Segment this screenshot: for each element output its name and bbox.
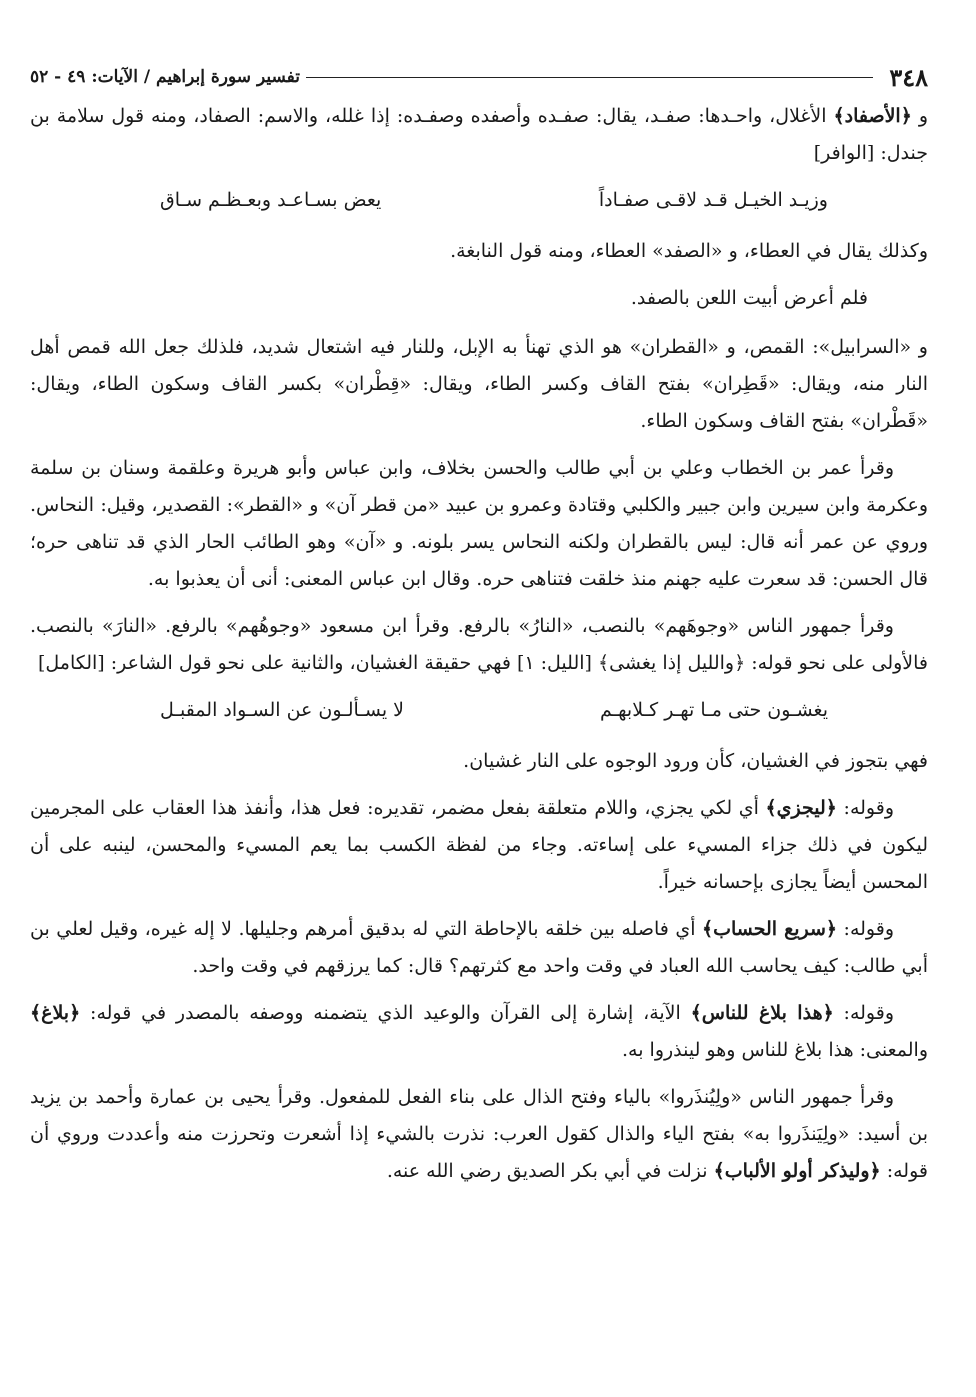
text-run: وقوله: <box>836 797 894 819</box>
quran-quote: ﴿هذا بلاغ للناس﴾ <box>690 1002 834 1024</box>
paragraph <box>30 995 928 1069</box>
verse-first-hemistich: يغشـون حتى مـا تهـر كـلابهـم <box>599 699 828 721</box>
verse-second-hemistich: لا يسـألـون عن السـواد المقبـل <box>160 699 405 721</box>
text-run: وقرأ عمر بن الخطاب وعلي بن أبي طالب والحسن بخلاف، وابن عباس وأبو هريرة وعلقمة وسنان بن سلمة وعكرمة وابن سيرين وابن جبير والكلبي وقتادة وعمرو بن عبيد «من قطر آن» و «القطر»: القصدير، وقيل: النحاس. وروي عن عمر أنه قال: ليس بالقطران ولكنه النحاس يسر بلونه. و «آن» وهو الطائب الحار الذي قد تناهى حره؛ قال الحسن: قد سعرت عليه جهنم منذ خلقت فتناهى حره. وقال ابن عباس المعنى: أنى أن يعذبوا به. <box>30 457 928 590</box>
text-run: أي فاصله بين خلقه بالإحاطة التي له بدقيق أمرهم وجليلها. لا إله غيره، وقيل لعلي بن أبي طالب: كيف يحاسب الله العباد في وقت واحد مع كثرتهم؟ قال: كما يرزقهم في وقت واحد. <box>30 918 928 977</box>
text-run: وقرأ جمهور الناس «ولِيُنذَروا» بالياء وفتح الذال على بناء الفعل للمفعول. وقرأ يحيى بن عمارة وأحمد بن يزيد بن أسيد: «ولِيَنذَروا به» بفتح الياء والذال كقول العرب: نذرت بالشيء إذا أشعرت وتحرزت منه وأعددت وروي أن قوله: <box>30 1086 928 1182</box>
page-number: ٣٤٨ <box>889 62 928 92</box>
verse-second-hemistich: يعض بسـاعـد وبعـظـم سـاق <box>160 189 382 211</box>
text-run: أي لكي يجزي، واللام متعلقة بفعل مضمر، تقديره: فعل هذا، وأنفذ هذا العقاب على المجرمين ليكون في ذلك جزاء المسيء على إساءته. وجاء من لفظة الكسب بما يعم المسيء والمحسن، لينبه على أن المحسن أيضاً يجازى بإحسانه خيراً. <box>30 797 928 893</box>
text-run: فهي بتجوز في الغشيان، كأن ورود الوجوه على النار غشيان. <box>463 750 928 772</box>
page-body <box>30 98 928 1190</box>
poetry-verse <box>30 692 928 729</box>
paragraph <box>30 98 928 172</box>
text-run: الآية، إشارة إلى القرآن والوعيد الذي يتضمنه ووصفه بالمصدر في قوله: <box>80 1002 691 1024</box>
poetry-line: فلم أعرض أبيت اللعن بالصفد. <box>630 287 868 309</box>
paragraph <box>30 743 928 780</box>
paragraph <box>30 233 928 270</box>
quran-quote: ﴿ليجزي﴾ <box>765 797 837 819</box>
paragraph <box>30 608 928 682</box>
text-run: وقوله: <box>833 1002 894 1024</box>
text-run: و <box>911 105 928 127</box>
paragraph <box>30 329 928 440</box>
page-header <box>30 62 928 92</box>
poetry-verse <box>30 182 928 219</box>
paragraph <box>30 790 928 901</box>
quran-quote: ﴿الأصفاد﴾ <box>833 105 912 127</box>
text-run: الأغلال، واحـدها: صفـد، يقال: صفـده وأصفده وصفـده: إذا غلله، والاسم: الصفاد، ومنه قول سلامة بن جندل: [الوافر] <box>30 105 928 164</box>
quran-quote: ﴿بلاغ﴾ <box>30 1002 81 1024</box>
quran-quote: ﴿وليذكر أولو الألباب﴾ <box>713 1160 881 1182</box>
text-run: والمعنى: هذا بلاغ للناس وهو لينذروا به. <box>621 1039 928 1061</box>
verse-first-hemistich: وزيـد الخيـل قـد لاقـى صفـاداً <box>598 189 828 211</box>
paragraph <box>30 1079 928 1190</box>
text-run: وكذلك يقال في العطاء، و «الصفد» العطاء، ومنه قول النابغة. <box>450 240 928 262</box>
header-rule <box>306 77 873 78</box>
paragraph <box>30 911 928 985</box>
running-title: تفسير سورة إبراهيم / الآيات: ٤٩ - ٥٢ <box>30 67 300 87</box>
text-run: وقرأ جمهور الناس «وجوهَهم» بالنصب، «النارُ» بالرفع. وقرأ ابن مسعود «وجوهُهم» بالرفع. «النارَ» بالنصب. فالأولى على نحو قوله: ﴿والليل إذا يغشى﴾ [الليل: ١] فهي حقيقة الغشيان، والثانية على نحو قول الشاعر: [الكامل] <box>30 615 928 674</box>
text-run: و «السرابيل»: القمص، و «القطران» هو الذي تهنأ به الإبل، وللنار فيه اشتعال شديد، فلذلك جعل الله قمص أهل النار منه، ويقال: «قَطِران» بفتح القاف وكسر الطاء، ويقال: «قِطْران» بكسر القاف وسكون الطاء، ويقال: «قَطْران» بفتح القاف وسكون الطاء. <box>30 336 928 432</box>
paragraph <box>30 450 928 598</box>
quran-quote: ﴿سريع الحساب﴾ <box>701 918 838 940</box>
text-run: نزلت في أبي بكر الصديق رضي الله عنه. <box>386 1160 714 1182</box>
text-run: وقوله: <box>837 918 894 940</box>
